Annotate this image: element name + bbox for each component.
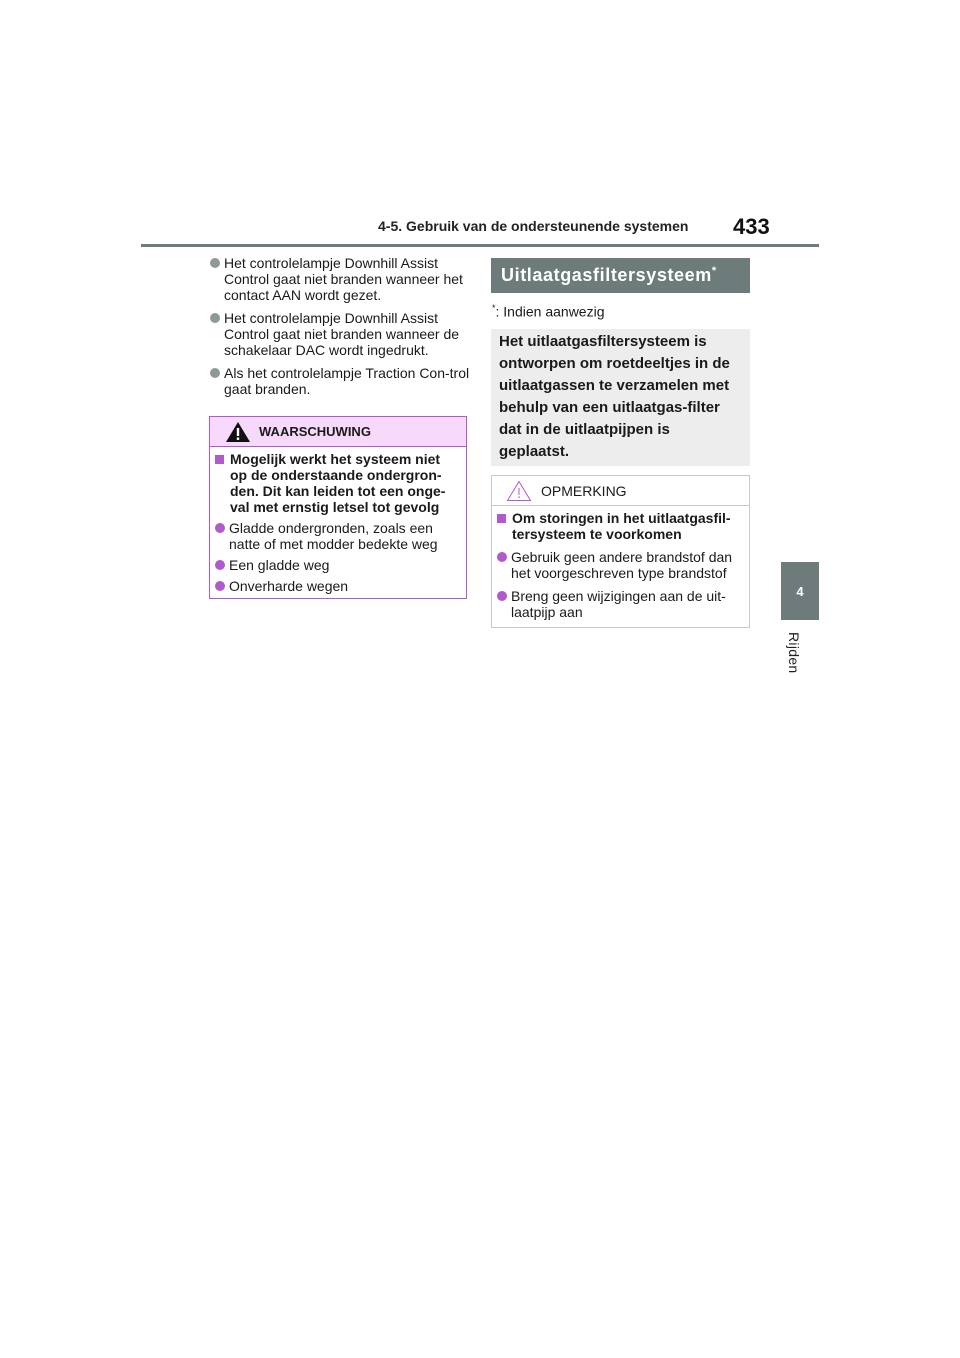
page-number: 433	[733, 214, 770, 239]
bullet-dot-icon	[215, 581, 225, 591]
caution-triangle-outline-icon	[506, 480, 532, 502]
list-item-text: Onverharde wegen	[229, 578, 349, 594]
footnote-text: : Indien aanwezig	[495, 303, 605, 320]
section-title: 4-5. Gebruik van de ondersteunende systemen	[378, 218, 689, 234]
section-title-text: Uitlaatgasfiltersysteem	[501, 265, 712, 285]
section-title-mark: *	[711, 265, 717, 277]
list-item	[210, 255, 472, 303]
header-rule	[141, 244, 819, 247]
list-item-text: Het controlelampje Downhill Assist Control gaat niet branden wanneer het contact AAN wordt gezet.	[224, 255, 463, 303]
footnote	[492, 303, 604, 320]
list-item-text: Breng geen wijzigingen aan de uit-laatpijp aan	[511, 588, 726, 620]
chapter-tab[interactable]	[781, 562, 819, 620]
notice-header	[492, 476, 749, 506]
notice-heading-text: Om storingen in het uitlaatgasfil-tersysteem te voorkomen	[512, 510, 731, 542]
bullet-dot-icon	[210, 258, 220, 268]
list-item-text: Het controlelampje Downhill Assist Control gaat niet branden wanneer de schakelaar DAC wordt ingedrukt.	[224, 310, 460, 358]
list-item	[215, 578, 461, 594]
bullet-dot-icon	[210, 368, 220, 378]
footnote-mark: *	[492, 303, 496, 313]
warning-heading	[215, 451, 461, 515]
list-item-text: Als het controlelampje Traction Con-trol gaat branden.	[224, 365, 470, 397]
list-item-text: Een gladde weg	[229, 557, 330, 573]
notice-box	[491, 475, 750, 628]
warning-body	[210, 447, 466, 594]
bullet-dot-icon	[210, 313, 220, 323]
list-item	[210, 365, 472, 397]
intro-box	[491, 329, 750, 466]
list-item	[497, 588, 744, 620]
warning-heading-text: Mogelijk werkt het systeem niet op de onderstaande ondergron-den. Dit kan leiden tot een onge-val met ernstig letsel tot gevolg	[230, 451, 446, 515]
bullet-dot-icon	[497, 591, 507, 601]
notice-body	[492, 506, 749, 620]
chapter-label: Rijden	[786, 632, 802, 674]
chapter-number: 4	[796, 583, 804, 599]
notice-title: OPMERKING	[541, 483, 627, 499]
list-item-text: Gladde ondergronden, zoals een natte of met modder bedekte weg	[229, 520, 438, 552]
bullet-dot-icon	[215, 560, 225, 570]
square-bullet-icon	[215, 455, 224, 464]
list-item	[497, 549, 744, 581]
warning-triangle-icon	[225, 421, 251, 443]
bullet-dot-icon	[215, 523, 225, 533]
list-item-text: Gebruik geen andere brandstof dan het voorgeschreven type brandstof	[511, 549, 733, 581]
warning-title: WAARSCHUWING	[259, 424, 371, 439]
left-bullet-list	[210, 255, 472, 404]
square-bullet-icon	[497, 514, 506, 523]
notice-heading	[497, 510, 744, 542]
warning-box	[209, 416, 467, 599]
warning-header	[210, 417, 466, 447]
intro-text: Het uitlaatgasfiltersysteem is ontworpen om roetdeeltjes in de uitlaatgassen te verzamelen met behulp van een uitlaatgas-filter dat in de uitlaatpijpen is geplaatst.	[499, 333, 730, 460]
list-item	[210, 310, 472, 358]
list-item	[215, 557, 461, 573]
section-banner	[491, 258, 750, 293]
bullet-dot-icon	[497, 552, 507, 562]
list-item	[215, 520, 461, 552]
